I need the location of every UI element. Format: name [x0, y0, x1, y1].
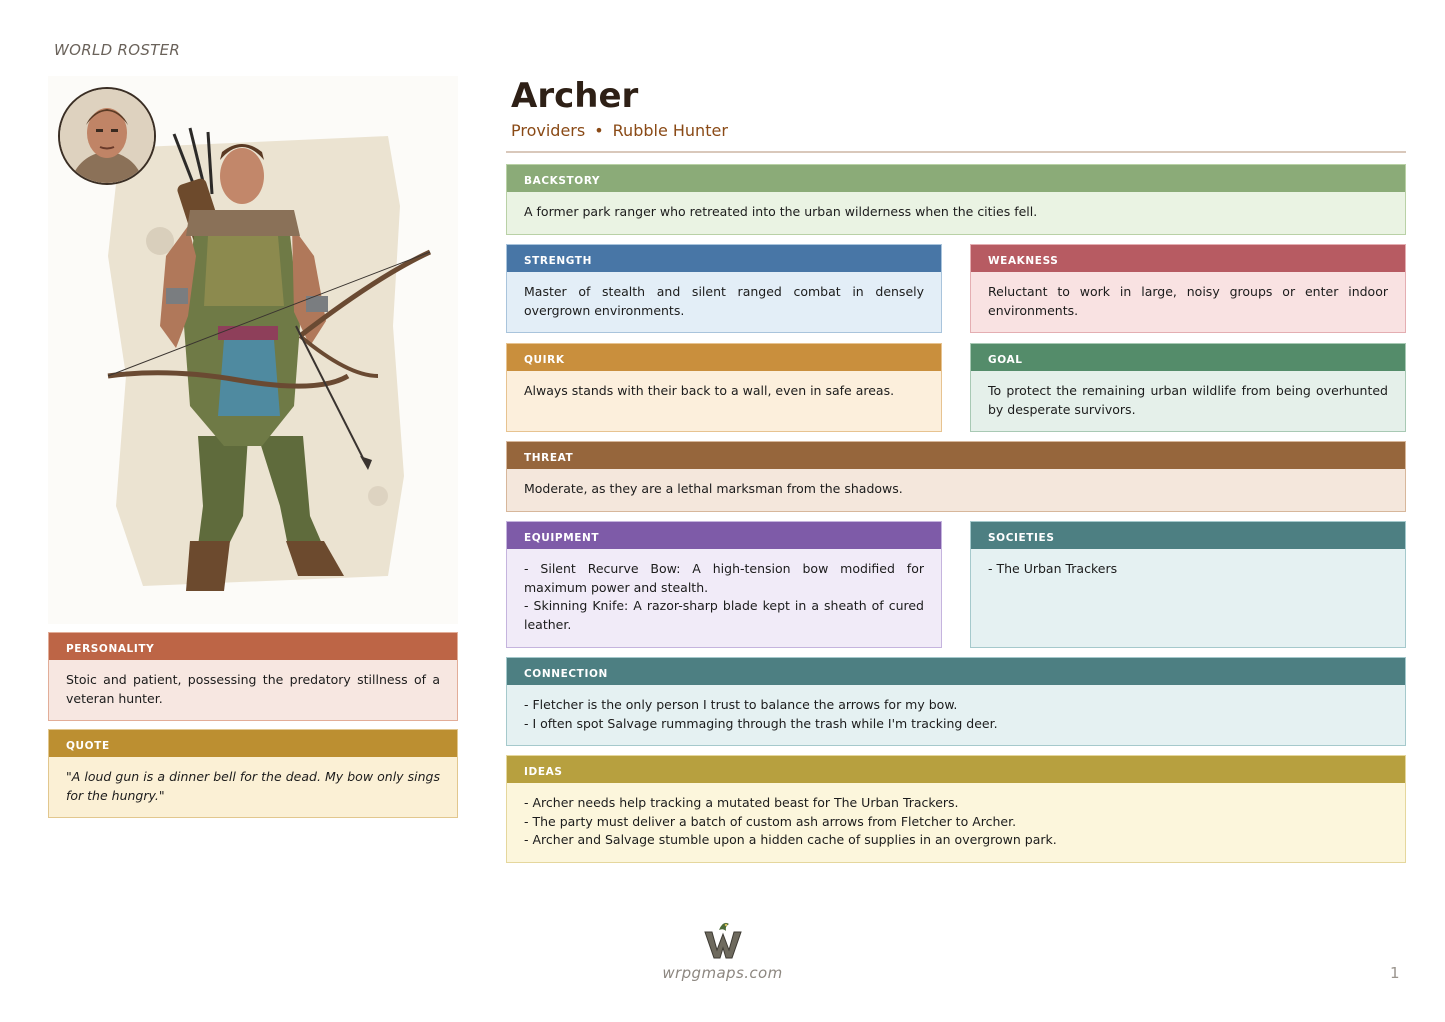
- equipment-list: [507, 549, 941, 634]
- personality-text: Stoic and patient, possessing the predatory stillness of a veteran hunter.: [66, 672, 440, 706]
- weakness-card: [970, 244, 1406, 333]
- equipment-card: [506, 521, 942, 648]
- societies-list: [971, 549, 1405, 579]
- page-number: 1: [1390, 964, 1400, 982]
- goal-text: To protect the remaining urban wildlife from being overhunted by desperate survivors.: [988, 383, 1388, 417]
- equipment-item: - Skinning Knife: A razor-sharp blade kept in a sheath of cured leather.: [524, 598, 924, 632]
- quirk-text: Always stands with their back to a wall, even in safe areas.: [524, 383, 895, 398]
- connection-card: [506, 657, 1406, 746]
- connection-header: CONNECTION: [507, 658, 1405, 685]
- goal-card: [970, 343, 1406, 432]
- weakness-header: WEAKNESS: [971, 245, 1405, 272]
- ideas-card: [506, 755, 1406, 863]
- society-item: - The Urban Trackers: [988, 561, 1118, 576]
- goal-header: GOAL: [971, 344, 1405, 371]
- character-subtitle: [511, 121, 728, 140]
- threat-text: Moderate, as they are a lethal marksman from the shadows.: [524, 481, 903, 496]
- strength-header: STRENGTH: [507, 245, 941, 272]
- quote-text: "A loud gun is a dinner bell for the dead. My bow only sings for the hungry.": [66, 769, 440, 803]
- idea-item: - The party must deliver a batch of custom ash arrows from Fletcher to Archer.: [524, 813, 1017, 829]
- personality-card: [48, 632, 458, 721]
- threat-header: THREAT: [507, 442, 1405, 469]
- quote-card: [48, 729, 458, 818]
- subtitle-separator: •: [594, 121, 604, 140]
- connection-list: [507, 685, 1405, 733]
- roster-label: WORLD ROSTER: [54, 41, 181, 59]
- connection-item: - Fletcher is the only person I trust to balance the arrows for my bow.: [524, 697, 958, 712]
- connection-item: - I often spot Salvage rummaging through the trash while I'm tracking deer.: [524, 715, 998, 731]
- footer-website: wrpgmaps.com: [662, 964, 783, 982]
- character-name: Archer: [511, 76, 639, 116]
- ideas-list: [507, 783, 1405, 850]
- equipment-item: - Silent Recurve Bow: A high-tension bow modified for maximum power and stealth.: [524, 561, 924, 595]
- character-avatar: [58, 87, 156, 185]
- ideas-header: IDEAS: [507, 756, 1405, 783]
- societies-card: [970, 521, 1406, 648]
- idea-item: - Archer and Salvage stumble upon a hidden cache of supplies in an overgrown park.: [524, 832, 1057, 847]
- backstory-header: BACKSTORY: [507, 165, 1405, 192]
- idea-item: - Archer needs help tracking a mutated beast for The Urban Trackers.: [524, 795, 959, 810]
- w-dragon-logo-icon: [703, 920, 743, 960]
- equipment-header: EQUIPMENT: [507, 522, 941, 549]
- backstory-text: A former park ranger who retreated into the urban wilderness when the cities fell.: [524, 204, 1038, 219]
- strength-card: [506, 244, 942, 333]
- title-divider: [506, 151, 1406, 153]
- role-label: Rubble Hunter: [612, 121, 728, 140]
- societies-header: SOCIETIES: [971, 522, 1405, 549]
- faction-label: Providers: [511, 121, 586, 140]
- quote-header: QUOTE: [49, 730, 457, 757]
- threat-card: [506, 441, 1406, 512]
- weakness-text: Reluctant to work in large, noisy groups or enter indoor environments.: [988, 284, 1388, 318]
- personality-header: PERSONALITY: [49, 633, 457, 660]
- backstory-card: [506, 164, 1406, 235]
- strength-text: Master of stealth and silent ranged combat in densely overgrown environments.: [524, 284, 924, 318]
- quirk-card: [506, 343, 942, 432]
- quirk-header: QUIRK: [507, 344, 941, 371]
